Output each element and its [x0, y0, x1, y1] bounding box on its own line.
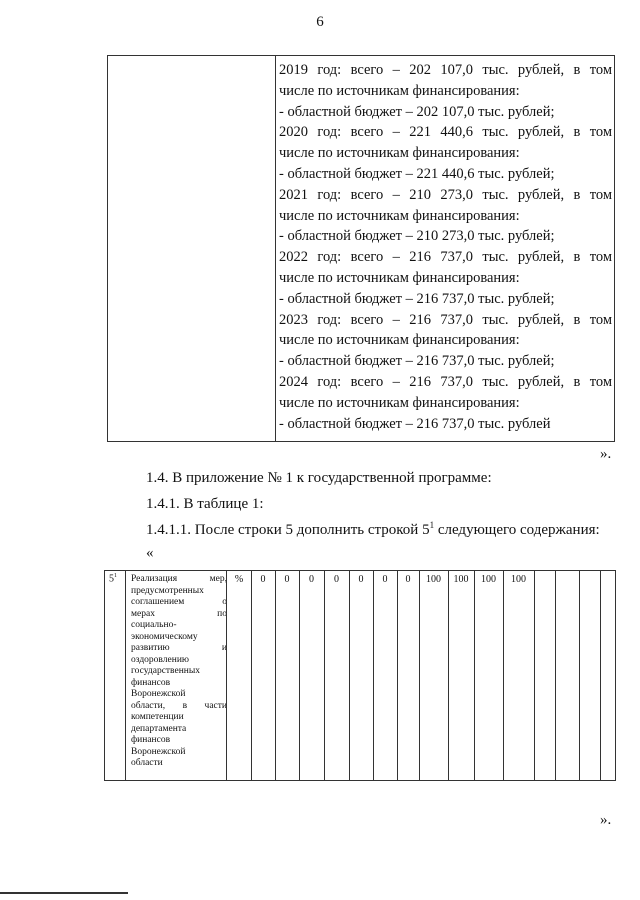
indicator-name-line: Реализация мер, — [131, 574, 227, 584]
indicator-column-divider — [373, 571, 374, 780]
indicator-name-line: государственных — [131, 666, 201, 676]
page-number: 6 — [316, 14, 324, 30]
indicator-row-table — [104, 570, 616, 781]
indicator-column-divider — [226, 571, 227, 780]
indicator-column-divider — [534, 571, 535, 780]
indicator-name-line: департамента — [131, 723, 187, 734]
indicator-name — [131, 574, 227, 770]
indicator-value-cell: 0 — [358, 574, 364, 585]
indicator-row-number-main: 5 — [109, 573, 114, 585]
indicator-column-divider — [600, 571, 601, 780]
indicator-column-divider — [503, 571, 504, 780]
funding-line: - областной бюджет – 216 737,0 тыс. рублей; — [279, 290, 555, 307]
indicator-column-divider — [299, 571, 300, 780]
indicator-unit: % — [234, 574, 244, 585]
indicator-value-cell: 100 — [453, 574, 469, 585]
funding-line: 2019 год: всего – 202 107,0 тыс. рублей, в том — [279, 62, 612, 78]
paragraph-1-4-1-1 — [146, 520, 600, 539]
funding-table-divider — [275, 56, 276, 441]
funding-line: 2021 год: всего – 210 273,0 тыс. рублей, в том — [279, 186, 612, 203]
indicator-name-line: компетенции — [131, 712, 184, 722]
funding-line: числе по источникам финансирования: — [279, 394, 520, 411]
indicator-value-cell: 0 — [405, 574, 411, 585]
indicator-column-divider — [474, 571, 475, 780]
funding-line: числе по источникам финансирования: — [279, 207, 520, 224]
indicator-name-line: развитию и — [131, 643, 227, 653]
indicator-value-cell: 0 — [260, 574, 266, 585]
indicator-column-divider — [251, 571, 252, 780]
paragraph-1-4-1-1-text: 1.4.1.1. После строки 5 дополнить строкой 5 — [146, 522, 430, 538]
indicator-value-cell: 0 — [382, 574, 388, 585]
indicator-name-line: социально- — [131, 620, 177, 630]
funding-text — [279, 60, 612, 434]
indicator-column-divider — [448, 571, 449, 780]
indicator-name-line: финансов — [131, 735, 171, 745]
indicator-value-cell: 0 — [334, 574, 339, 585]
funding-line: - областной бюджет – 202 107,0 тыс. рублей; — [279, 103, 555, 120]
funding-line: числе по источникам финансирования: — [279, 332, 520, 349]
funding-line: - областной бюджет – 210 273,0 тыс. рублей; — [279, 228, 555, 245]
indicator-column-divider — [275, 571, 276, 780]
indicator-name-line: области, в части — [131, 700, 227, 711]
funding-line: - областной бюджет – 216 737,0 тыс. рублей; — [279, 353, 555, 370]
funding-close-quote: ». — [600, 446, 612, 462]
paragraph-1-4: 1.4. В приложение № 1 к государственной программе: — [146, 470, 492, 486]
indicator-name-line: области — [131, 758, 163, 768]
indicator-value-cell: 100 — [511, 574, 526, 585]
indicator-column-divider — [349, 571, 350, 780]
indicator-name-line: мерах по — [131, 608, 227, 619]
indicator-value-cell: 100 — [481, 574, 496, 585]
indicator-column-divider — [579, 571, 580, 780]
footer-rule — [0, 892, 128, 894]
funding-line: числе по источникам финансирования: — [279, 145, 520, 162]
paragraph-1-4-1-1-superscript: 1 — [429, 520, 435, 530]
funding-line: 2024 год: всего – 216 737,0 тыс. рублей, в том — [279, 373, 612, 390]
indicator-name-line: Воронежской — [131, 746, 186, 757]
indicator-name-line: соглашением о — [131, 597, 227, 607]
indicator-column-divider — [419, 571, 420, 780]
paragraph-1-4-1: 1.4.1. В таблице 1: — [146, 496, 264, 512]
funding-line: - областной бюджет – 216 737,0 тыс. рублей — [279, 415, 551, 432]
indicator-column-divider — [397, 571, 398, 780]
funding-line: числе по источникам финансирования: — [279, 82, 520, 99]
indicator-value-cell: 0 — [309, 574, 314, 585]
funding-line: 2020 год: всего – 221 440,6 тыс. рублей, в том — [279, 124, 612, 141]
indicator-name-line: экономическому — [131, 631, 198, 642]
indicator-column-divider — [555, 571, 556, 780]
indicator-column-divider — [324, 571, 325, 780]
indicator-name-line: Воронежской — [131, 689, 186, 699]
funding-line: числе по источникам финансирования: — [279, 269, 520, 286]
indicator-value-cell: 100 — [426, 574, 441, 585]
indicator-name-line: финансов — [131, 677, 171, 688]
funding-line: 2022 год: всего – 216 737,0 тыс. рублей, в том — [279, 249, 612, 266]
funding-line: - областной бюджет – 221 440,6 тыс. рублей; — [279, 165, 555, 182]
indicator-name-line: оздоровлению — [131, 654, 189, 665]
funding-line: 2023 год: всего – 216 737,0 тыс. рублей, в том — [279, 311, 612, 328]
funding-table — [107, 55, 615, 442]
open-quote: « — [146, 545, 154, 561]
indicator-column-divider — [125, 571, 126, 780]
indicator-value-cell: 0 — [284, 574, 290, 585]
indicator-row-number — [109, 573, 117, 584]
indicator-name-line: предусмотренных — [131, 585, 204, 596]
indicator-close-quote: ». — [600, 812, 612, 828]
paragraph-1-4-1-1-text-end: следующего содержания: — [434, 522, 600, 538]
indicator-row-number-sup: 1 — [114, 573, 117, 579]
